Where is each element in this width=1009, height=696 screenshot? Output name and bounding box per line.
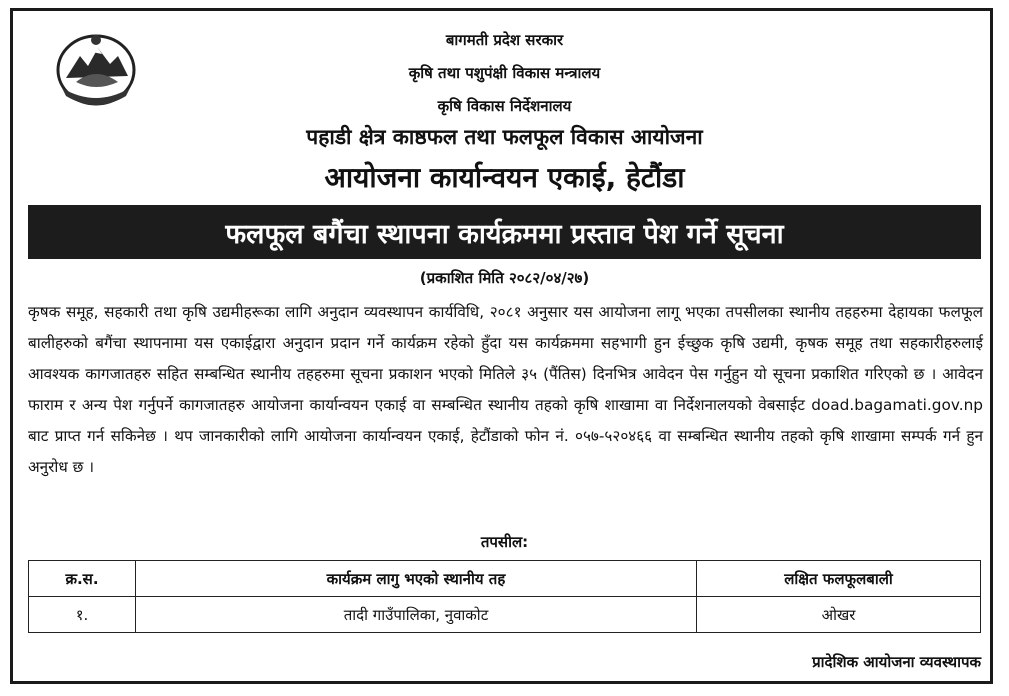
cell-local-level: तादी गाउँपालिका, नुवाकोट xyxy=(136,597,697,633)
cell-target-crop: ओखर xyxy=(697,597,981,633)
table-row xyxy=(29,597,981,633)
published-date: (प्रकाशित मिति २०८२/०४/२७) xyxy=(419,269,590,287)
directorate-name: कृषि विकास निर्देशनालय xyxy=(437,97,572,115)
unit-name: आयोजना कार्यान्वयन एकाई, हेटौंडा xyxy=(324,161,685,194)
notice-title: फलफूल बगैंचा स्थापना कार्यक्रममा प्रस्ताव पेश गर्ने सूचना xyxy=(225,218,784,250)
cell-serial: १. xyxy=(29,597,136,633)
project-name: पहाडी क्षेत्र काष्ठफल तथा फलफूल विकास आयोजना xyxy=(306,125,703,149)
column-header-local-level: कार्यक्रम लागु भएको स्थानीय तह xyxy=(136,561,697,597)
notice-title-banner xyxy=(28,205,981,259)
column-header-target-crop: लक्षित फलफूलबाली xyxy=(697,561,981,597)
signatory-title: प्रादेशिक आयोजना व्यवस्थापक xyxy=(812,653,981,671)
notice-body: कृषक समूह, सहकारी तथा कृषि उद्यमीहरूका लागि अनुदान व्यवस्थापन कार्यविधि, २०८१ अनुसार यस आयोजना लागू भएका तपसीलका स्थानीय तहहरुमा देहायका फलफूल बालीहरुको बगैंचा स्थापनामा यस एकाईद्वारा अनुदान प्रदान गर्ने कार्यक्रम रहेको हुँदा यस कार्यक्रममा सहभागी हुन ईच्छुक कृषि उद्यमी, कृषक समूह तथा सहकारीहरुलाई आवश्यक कागजातहरु सहित सम्बन्धित स्थानीय तहहरुमा सूचना प्रकाशन भएको मितिले ३५ (पैंतिस) दिनभित्र आवेदन पेस गर्नुहुन यो सूचना प्रकाशित गरिएको छ । आवेदन फाराम र अन्य पेश गर्नुपर्ने कागजातहरु आयोजना कार्यान्वयन एकाई वा सम्बन्धित स्थानीय तहको कृषि शाखामा वा निर्देशनालयको वेबसाईट doad.bagamati.gov.np बाट प्राप्त गर्न सकिनेछ । थप जानकारीको लागि आयोजना कार्यान्वयन एकाई, हेटौंडाको फोन नं. ०५७-५२०४६६ वा सम्बन्धित स्थानीय तहको कृषि शाखामा सम्पर्क गर्न हुन अनुरोध छ । xyxy=(28,303,983,476)
ministry-name: कृषि तथा पशुपंक्षी विकास मन्त्रालय xyxy=(408,64,601,82)
table-header-row xyxy=(29,561,981,597)
ministry-province-line: बागमती प्रदेश सरकार xyxy=(445,31,564,49)
column-header-serial: क्र.स. xyxy=(29,561,136,597)
details-table xyxy=(28,560,981,633)
details-label: तपसील: xyxy=(480,533,529,551)
